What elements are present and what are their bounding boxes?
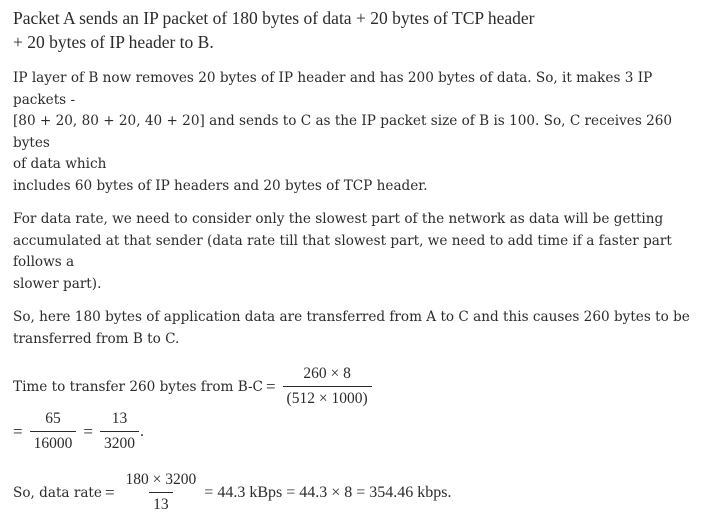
simplification-equation [13,410,703,453]
simplification-period: . [139,422,144,440]
ip-layer-line-3: of data which [13,156,107,172]
simplification-fraction-2 [100,410,139,453]
time-fraction [283,365,372,408]
packet-intro-line-2: + 20 bytes of IP header to B. [13,32,214,52]
simplification-equals-2: = [83,421,93,441]
ip-layer-line-4: includes 60 bytes of IP headers and 20 bytes of TCP header. [13,177,428,194]
ip-layer-paragraph [13,68,703,197]
simplification-fraction-1 [30,410,77,453]
transfer-line-1: So, here 180 bytes of application data are transferred from A to C and this causes 260 bytes to be [13,309,690,325]
data-rate-fraction [122,471,201,514]
ip-layer-line-1: IP layer of B now removes 20 bytes of IP header and has 200 bytes of data. So, it makes 3 IP packets - [13,70,653,108]
time-fraction-numerator: 260 × 8 [303,365,351,382]
simplification-fraction-1-denominator: 16000 [30,431,77,453]
answer-content [13,6,703,514]
transfer-line-2: transferred from B to C. [13,330,180,347]
simplification-fraction-1-numerator: 65 [45,410,61,427]
simplification-fraction-2-denominator: 3200 [100,431,139,453]
packet-intro-line-1: Packet A sends an IP packet of 180 bytes of data + 20 bytes of TCP header [13,8,535,28]
data-rate-fraction-denominator: 13 [149,492,173,514]
simplification-fraction-2-numerator: 13 [111,410,128,427]
data-rate-equation [13,471,703,514]
data-rate-paragraph [13,209,703,295]
time-equation [13,365,703,408]
transfer-paragraph [13,307,703,350]
data-rate-result: = 44.3 kBps = 44.3 × 8 = 354.46 kbps. [204,483,452,501]
data-rate-label: So, data rate [13,484,102,501]
data-rate-equals: = [104,482,115,502]
ip-layer-line-2: [80 + 20, 80 + 20, 40 + 20] and sends to C as the IP packet size of B is 100. So, C receives 260 bytes [13,113,673,151]
data-rate-fraction-numerator: 180 × 3200 [125,471,197,488]
data-rate-line-1: For data rate, we need to consider only the slowest part of the network as data will be getting [13,211,664,227]
data-rate-line-3: slower part). [13,275,102,292]
data-rate-line-2: accumulated at that sender (data rate till that slowest part, we need to add time if a faster part follows a [13,232,672,270]
time-equation-label: Time to transfer 260 bytes from B-C [13,378,263,395]
time-equation-equals: = [265,376,276,396]
simplification-equals-1: = [13,421,23,441]
time-fraction-denominator: (512 × 1000) [283,386,372,408]
